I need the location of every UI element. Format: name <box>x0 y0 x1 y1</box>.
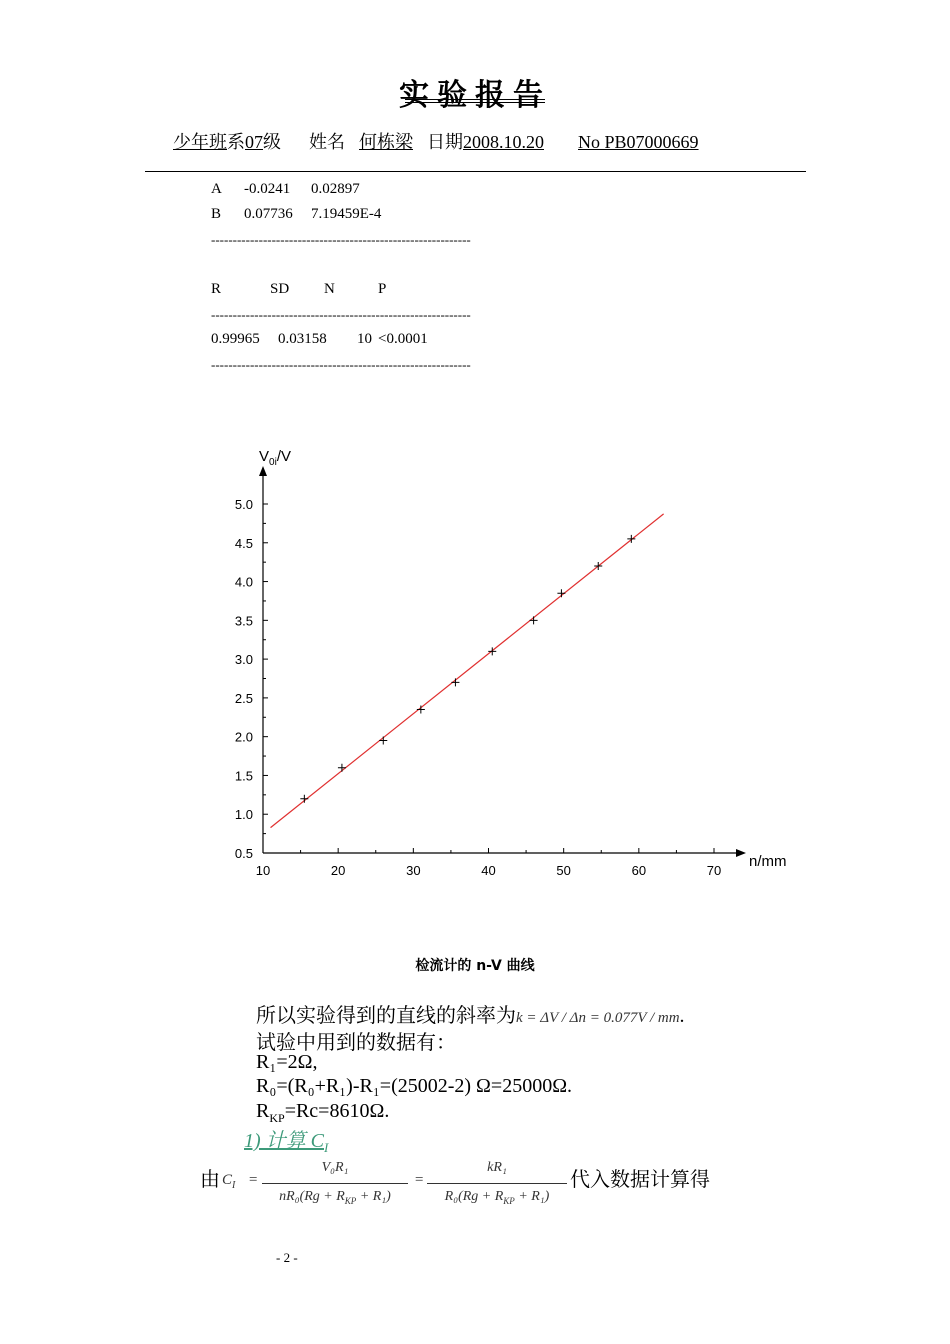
slope-sentence <box>256 999 685 1028</box>
slope-period: . <box>679 1005 685 1027</box>
data-point <box>338 764 346 772</box>
stat-value-p: <0.0001 <box>378 331 428 347</box>
data-point <box>557 589 565 597</box>
formula-prefix: 由 <box>200 1169 220 1191</box>
name-label: 姓名 <box>309 132 345 152</box>
r0-value: R₀=(R₀+R₁)-R₁=(25002-2) Ω=25000Ω. <box>256 1075 573 1097</box>
stat-header-n: N <box>324 281 335 297</box>
fraction-2-denominator: $R_0(Rg + R_{KP} + R_1)$ <box>444 1189 550 1206</box>
x-tick-label: 50 <box>556 863 571 878</box>
x-tick-label: 40 <box>481 863 496 878</box>
grade-suffix: 级 <box>263 132 281 152</box>
stat-value-sd: 0.03158 <box>278 331 327 347</box>
y-axis-arrow <box>259 466 267 476</box>
grade-num: 07 <box>245 132 263 152</box>
y-tick-label: 1.0 <box>234 807 253 823</box>
stat-value-r: 0.99965 <box>211 331 260 347</box>
date-label: 日期 <box>427 132 463 152</box>
fraction-1-denominator: $nR_0(Rg + R_{KP} + R_1)$ <box>279 1189 391 1206</box>
fit-row-b-value: 0.07736 <box>244 206 293 222</box>
section-heading: 1) 计算 $C_I$ <box>244 1130 329 1155</box>
y-tick-label: 1.5 <box>234 768 253 784</box>
y-tick-label: 4.0 <box>234 574 253 590</box>
x-tick-label: 20 <box>330 863 346 878</box>
x-tick-label: 10 <box>255 863 271 878</box>
fraction-2-bar <box>427 1183 567 1184</box>
y-axis-label: $V_{0i}/V$ <box>259 448 291 468</box>
x-tick-label: 60 <box>631 863 647 878</box>
y-tick-label: 4.5 <box>234 535 253 551</box>
slope-text: 所以实验得到的直线的斜率为 <box>256 1005 516 1027</box>
x-tick-label: 30 <box>406 863 421 878</box>
rkp-value: $R_{KP}=Rc=8610\Omega$. <box>256 1100 390 1125</box>
equals-1: = <box>248 1172 259 1188</box>
stat-separator-2: ------------------------------------------------------------ <box>211 357 471 372</box>
fraction-1-numerator: V₀R₁ <box>321 1160 349 1175</box>
equals-2: = <box>414 1172 425 1188</box>
fit-row-b-label: B <box>211 206 222 222</box>
fit-row-a-value: -0.0241 <box>244 181 291 197</box>
stat-value-n: 10 <box>357 331 372 347</box>
chart-caption: 检流计的 n-V 曲线 <box>415 958 535 974</box>
data-point <box>530 616 538 624</box>
page-number: - 2 - <box>276 1250 298 1265</box>
fit-row-b-error: 7.19459E-4 <box>311 206 382 222</box>
y-tick-label: 3.0 <box>234 652 253 668</box>
x-tick-label: 70 <box>706 863 722 878</box>
fit-row-a-error: 0.02897 <box>311 181 360 197</box>
data-point <box>417 706 425 714</box>
fit-row-a-label: A <box>211 181 222 197</box>
fraction-2-numerator: kR₁ <box>487 1160 507 1175</box>
stat-header-p: P <box>378 281 387 297</box>
y-tick-label: 2.0 <box>234 729 253 745</box>
report-title: 实验报告 <box>399 78 551 113</box>
slope-formula: k = ΔV / Δn = 0.077V / mm <box>516 1010 680 1026</box>
x-axis-label: n/mm <box>749 853 787 870</box>
data-intro: 试验中用到的数据有： <box>256 1032 456 1054</box>
stat-header-r: R <box>211 281 222 297</box>
report-date: 2008.10.20 <box>463 132 544 152</box>
y-tick-label: 0.5 <box>234 846 253 861</box>
y-tick-label: 3.5 <box>234 613 253 629</box>
student-name: 何栋梁 <box>359 132 413 152</box>
dept-suffix: 系 <box>227 132 245 152</box>
y-tick-label: 2.5 <box>234 690 253 706</box>
data-point <box>379 737 387 745</box>
formula-suffix: 代入数据计算得 <box>570 1169 710 1191</box>
fit-line <box>271 514 664 828</box>
fraction-1-bar <box>262 1183 408 1184</box>
stat-separator: ------------------------------------------------------------ <box>211 307 471 322</box>
y-tick-label: 5.0 <box>234 497 253 512</box>
data-point <box>300 795 308 803</box>
ci-symbol: $C_I$ <box>222 1172 236 1191</box>
no-label: No <box>578 132 600 152</box>
data-point <box>451 678 459 686</box>
r1-value: R₁=2Ω, <box>256 1051 318 1073</box>
student-no: PB07000669 <box>604 132 699 152</box>
x-axis-arrow <box>736 849 746 857</box>
fit-separator: ------------------------------------------------------------ <box>211 232 471 247</box>
stat-header-sd: SD <box>270 281 290 297</box>
dept-name: 少年班 <box>173 132 227 152</box>
